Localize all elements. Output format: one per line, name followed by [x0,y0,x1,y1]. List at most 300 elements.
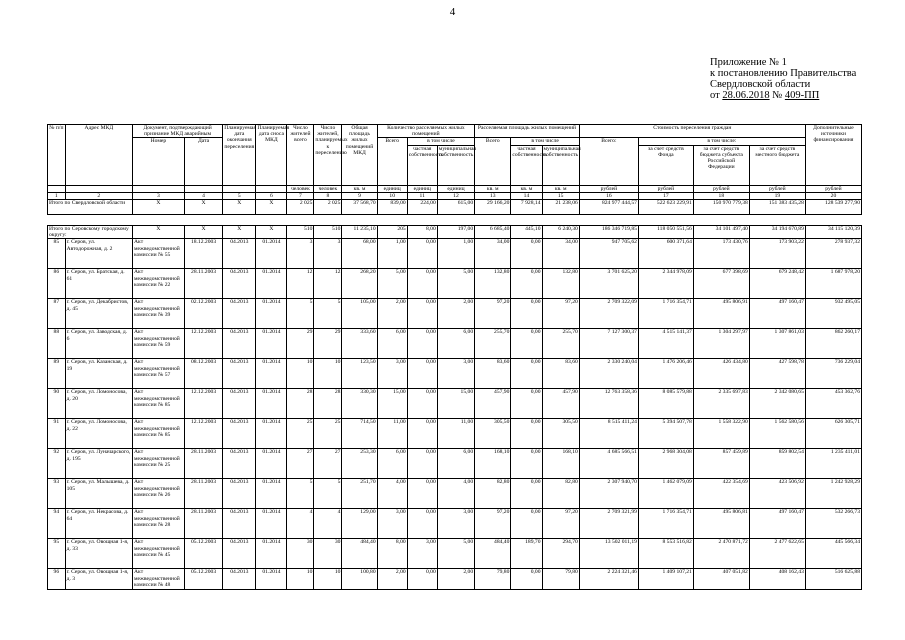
unit-cell: кв. м [342,185,377,192]
table-cell: 0,00 [511,269,542,299]
row-label: Итого по Серовскому городскому округу: [48,226,133,239]
table-cell: 423 506,92 [749,479,805,509]
table-cell: г. Серов, ул. Луначарского, д. 195 [65,449,132,479]
table-cell: г. Серов, ул. Братская, д. 61 [65,269,132,299]
col-count-all-header: Всего [377,138,407,185]
row-label: Итого по Свердловской области [48,200,133,215]
table-cell: Акт межведомственной комиссии № 26 [133,479,185,509]
table-cell: 189,70 [511,539,542,569]
table-cell: 25 [314,419,342,449]
appendix-title: Приложение № 1 [710,57,787,68]
col-residents-moved-header: Число жителей, планируемых к переселению [314,125,342,186]
column-number-cell: 6 [256,192,287,199]
table-cell: 08.12.2003 [184,359,222,389]
table-cell: 0,00 [511,239,542,269]
table-cell: 30 [314,539,342,569]
table-cell: 04.2013 [223,509,256,539]
table-cell: 27 [287,449,314,479]
table-cell: X [223,226,256,239]
table-cell: 5,00 [377,269,407,299]
table-cell: 2 709 321,99 [579,509,638,539]
table-cell: 10 [314,569,342,590]
spacer-cell [48,215,862,226]
unit-cell: кв. м [542,185,579,192]
table-cell: 97,20 [542,299,579,329]
unit-cell: кв. м [511,185,542,192]
table-cell: 445,10 [511,226,542,239]
table-cell: 105,00 [342,299,377,329]
table-cell: 445 566,34 [805,539,861,569]
appendix-date-line [710,90,856,101]
table-cell: 0,00 [511,299,542,329]
table-cell: Акт межведомственной комиссии № 28 [133,509,185,539]
table-row [48,269,862,299]
col-doc-header: Документ, подтверждающий признание МКД аварийным [133,125,223,138]
unit-cell: единиц [437,185,474,192]
col-cost-group-header: Стоимость переселения граждан [579,125,805,138]
table-cell: 88 [48,329,66,359]
table-cell: 0,00 [407,509,437,539]
table-cell: 1 235 411,01 [805,449,861,479]
unit-cell: рублей [579,185,638,192]
table-cell: 68,00 [342,239,377,269]
table-cell: 8,00 [407,226,437,239]
table-cell: 5,00 [437,539,474,569]
table-cell: 2 330 240,04 [579,359,638,389]
unit-cell [133,185,185,192]
table-row [48,419,862,449]
table-row [48,569,862,590]
unit-cell [223,185,256,192]
table-cell: 132,80 [542,269,579,299]
table-cell: 02.12.2003 [184,299,222,329]
table-cell: 0,00 [407,479,437,509]
table-row [48,509,862,539]
unit-cell [48,185,66,192]
table-cell: 1 558 322,90 [693,419,749,449]
col-cost-fund-header: за счет средств Фонда [638,145,693,185]
table-cell: 626 305,71 [805,419,861,449]
table-cell: 197,00 [437,226,474,239]
table-cell: Акт межведомственной комиссии № 85 [133,419,185,449]
table-cell: г. Серов, ул. Овощная 1-я, д. 3 [65,569,132,590]
table-cell: 516 625,88 [805,569,861,590]
col-num-header: № п/п [48,125,66,186]
table-cell: 118 050 551,56 [638,226,693,239]
table-cell: 932 495,05 [805,299,861,329]
table-cell: 01.2014 [256,359,287,389]
table-cell: 0,00 [407,329,437,359]
table-cell: Акт межведомственной комиссии № 22 [133,269,185,299]
table-cell: 01.2014 [256,269,287,299]
table-cell: 151 383 435,28 [749,200,805,215]
table-cell: 34,00 [475,239,511,269]
col-extra-header: Дополнительные источники финансирования [805,125,861,186]
total-row [48,200,862,215]
table-cell: 947 705,62 [579,239,638,269]
table-cell: 333,60 [342,329,377,359]
column-number-cell: 11 [407,192,437,199]
table-cell: 91 [48,419,66,449]
unit-cell: рублей [693,185,749,192]
table-cell: 186 346 719,85 [579,226,638,239]
table-cell: Акт межведомственной комиссии № 45 [133,539,185,569]
table-cell: 85 [48,239,66,269]
table-cell: 422 354,69 [693,479,749,509]
table-cell: 1 716 354,71 [638,299,693,329]
table-cell: 857 459,89 [693,449,749,479]
table-cell: 1,00 [377,239,407,269]
table-cell: 129,00 [342,509,377,539]
table-cell: 8 085 579,88 [638,389,693,419]
table-cell: 01.2014 [256,239,287,269]
table-cell: Акт межведомственной комиссии № 25 [133,449,185,479]
table-cell: 457,90 [475,389,511,419]
number-prefix: № [772,90,783,101]
table-cell: 29 166,20 [475,200,511,215]
table-cell: 2 224 321,46 [579,569,638,590]
table-cell: 13 502 011,19 [579,539,638,569]
table-cell: 12 [287,269,314,299]
table-cell: 97,20 [542,509,579,539]
table-cell: 532 266,73 [805,509,861,539]
table-cell: 4 [287,509,314,539]
table-cell: 27 [314,449,342,479]
table-cell: 128 539 277,90 [805,200,861,215]
table-cell: 495 806,81 [693,509,749,539]
table-cell: 1 242 928,29 [805,479,861,509]
appendix-decree: к постановлению Правительства [710,68,857,79]
table-cell: 0,00 [407,419,437,449]
column-number-cell: 18 [693,192,749,199]
table-cell: 34 101 497,40 [693,226,749,239]
col-doc-number-header: Номер [133,138,185,185]
table-cell: 1 687 978,20 [805,269,861,299]
table-cell: 2 342 080,65 [749,389,805,419]
table-cell: 6,00 [377,449,407,479]
col-count-incl-header: в том числе [407,138,474,145]
table-cell: 04.2013 [223,359,256,389]
table-cell: 28.11.2003 [184,509,222,539]
table-cell: 0,00 [407,239,437,269]
table-cell: 15,00 [377,389,407,419]
region-total-row [48,226,862,239]
table-cell: 01.2014 [256,569,287,590]
table-cell: 0,00 [511,479,542,509]
table-cell: 330,30 [342,389,377,419]
table-cell: 305,50 [475,419,511,449]
table-cell: 8,00 [377,539,407,569]
table-cell: 5 [287,479,314,509]
table-cell: 132,80 [475,269,511,299]
table-cell: 10 [287,359,314,389]
table-header [48,125,862,200]
table-cell: 12.12.2003 [184,419,222,449]
column-number-cell: 9 [342,192,377,199]
table-row [48,389,862,419]
table-cell: 37 568,70 [342,200,377,215]
table-cell: 407 051,82 [693,569,749,590]
column-number-cell: 14 [511,192,542,199]
col-area-private-header: частная собственность [511,145,542,185]
table-cell: 12.12.2003 [184,329,222,359]
table-cell: 0,00 [407,269,437,299]
table-cell: Акт межведомственной комиссии № 85 [133,389,185,419]
table-cell: 1 409 107,21 [638,569,693,590]
table-cell: 677 398,69 [693,269,749,299]
table-cell: 82,80 [542,479,579,509]
table-row [48,539,862,569]
table-cell: 04.2013 [223,569,256,590]
table-cell: 497 160,47 [749,509,805,539]
table-cell: 04.2013 [223,239,256,269]
table-cell: 3 701 625,20 [579,269,638,299]
table-cell: Акт межведомственной комиссии № 57 [133,359,185,389]
date-prefix: от [710,90,720,101]
column-number-cell: 13 [475,192,511,199]
table-row [48,359,862,389]
table-cell: 3,00 [377,509,407,539]
table-cell: X [223,200,256,215]
table-cell: 5 [314,479,342,509]
unit-cell: рублей [805,185,861,192]
table-row [48,329,862,359]
table-cell: 2 968 304,08 [638,449,693,479]
table-cell: 83,60 [475,359,511,389]
table-cell: 6,00 [437,329,474,359]
page-number: 4 [449,6,456,18]
table-cell: 305,50 [542,419,579,449]
table-cell: 96 [48,569,66,590]
unit-cell: единиц [407,185,437,192]
table-cell: 600 371,64 [638,239,693,269]
table-cell: 0,00 [407,299,437,329]
table-cell: 5,00 [437,269,474,299]
table-cell: 87 [48,299,66,329]
table-cell: 2 344 978,09 [638,269,693,299]
table-cell: 25 [287,419,314,449]
table-cell: X [256,226,287,239]
table-cell: 11 235,10 [342,226,377,239]
table-cell: 0,00 [511,329,542,359]
table-cell: 2 709 322,09 [579,299,638,329]
table-cell: 2 025 [314,200,342,215]
col-cost-incl-header: в том числе: [638,138,805,145]
table-cell: 04.2013 [223,419,256,449]
table-cell: 29 [314,329,342,359]
table-cell: 7 127 300,37 [579,329,638,359]
table-cell: 408 162,43 [749,569,805,590]
table-cell: 83,60 [542,359,579,389]
table-cell: 0,00 [511,569,542,590]
unit-cell: рублей [638,185,693,192]
table-cell: г. Серов, ул. Ломоносова, д. 22 [65,419,132,449]
table-cell: 01.2014 [256,329,287,359]
table-cell: 0,00 [511,449,542,479]
table-cell: 0,00 [407,449,437,479]
table-cell: 3 [314,239,342,269]
table-cell: 510 [314,226,342,239]
table-cell: 859 802,54 [749,449,805,479]
table-cell: 3,00 [407,539,437,569]
table-cell: 2 025 [287,200,314,215]
table-cell: 97,20 [475,509,511,539]
table-cell: 4 685 566,51 [579,449,638,479]
table-cell: 278 937,32 [805,239,861,269]
table-cell: 1,00 [437,239,474,269]
resettlement-table [47,124,862,590]
table-cell: 255,70 [542,329,579,359]
column-number-cell: 15 [542,192,579,199]
table-cell: 4 [314,509,342,539]
table-cell: 100,80 [342,569,377,590]
table-cell: 18.12.2003 [184,239,222,269]
table-cell: 6,00 [437,449,474,479]
table-cell: 6,00 [377,329,407,359]
table-cell: 3,00 [437,509,474,539]
table-cell: 82,80 [475,479,511,509]
table-cell: 426 434,80 [693,359,749,389]
col-address-header: Адрес МКД [65,125,132,186]
table-cell: 123,50 [342,359,377,389]
table-cell: 30 [287,539,314,569]
table-cell: 2,00 [377,299,407,329]
table-cell: 92 [48,449,66,479]
table-cell: 11,00 [377,419,407,449]
table-cell: Акт межведомственной комиссии № 48 [133,569,185,590]
table-cell: 1 304 297,97 [693,329,749,359]
unit-cell: человек [314,185,342,192]
table-cell: 89 [48,359,66,389]
table-cell: 168,10 [542,449,579,479]
table-cell: 457,90 [542,389,579,419]
column-number-cell: 3 [133,192,185,199]
table-cell: 510 [287,226,314,239]
table-cell: 714,50 [342,419,377,449]
table-cell: 839,00 [377,200,407,215]
table-cell: 86 [48,269,66,299]
table-cell: 6 685,40 [475,226,511,239]
column-number-cell: 12 [437,192,474,199]
table-cell: 04.2013 [223,389,256,419]
table-cell: 255,70 [475,329,511,359]
unit-cell [65,185,132,192]
table-cell: г. Серов, ул. Автодорожная, д. 2 [65,239,132,269]
column-number-cell: 10 [377,192,407,199]
table-cell: 95 [48,539,66,569]
unit-cell: кв. м [475,185,511,192]
table-cell: 736 229,04 [805,359,861,389]
table-cell: 294,70 [542,539,579,569]
table-cell: г. Серов, ул. Малышева, д. 105 [65,479,132,509]
table-cell: 5 [314,299,342,329]
table-cell: 0,00 [511,359,542,389]
table-cell: 150 970 779,38 [693,200,749,215]
unit-cell: единиц [377,185,407,192]
table-cell: 79,80 [475,569,511,590]
table-cell: 90 [48,389,66,419]
table-cell: 79,80 [542,569,579,590]
table-cell: 862 260,17 [805,329,861,359]
table-cell: 615,00 [437,200,474,215]
table-cell: 1 716 354,71 [638,509,693,539]
col-doc-date-header: Дата [184,138,222,185]
table-cell: 1 462 079,09 [638,479,693,509]
table-cell: 0,00 [511,509,542,539]
table-cell: 2,00 [377,569,407,590]
table-cell: 2 307 940,70 [579,479,638,509]
table-cell: 28.11.2003 [184,269,222,299]
table-cell: 01.2014 [256,299,287,329]
table-cell: 1 562 580,56 [749,419,805,449]
table-cell: 0,00 [407,359,437,389]
table-cell: 05.12.2003 [184,569,222,590]
table-cell: X [256,200,287,215]
table-row [48,239,862,269]
table-cell: 04.2013 [223,449,256,479]
appendix-region: Свердловской области [710,79,811,90]
table-cell: 34,00 [542,239,579,269]
col-cost-all-header: Всего: [579,138,638,185]
decree-number: 409-ПП [784,90,820,101]
unit-cell [256,185,287,192]
table-cell: 4,00 [437,479,474,509]
table-cell: 168,10 [475,449,511,479]
table-cell: 497 160,47 [749,299,805,329]
table-cell: 01.2014 [256,539,287,569]
table-cell: 12.12.2003 [184,389,222,419]
table-row [48,299,862,329]
column-number-cell: 4 [184,192,222,199]
column-numbers-row [48,192,862,199]
table-cell: 4,00 [377,479,407,509]
table-cell: 0,00 [511,389,542,419]
table-cell: 21 238,06 [542,200,579,215]
table-cell: 05.12.2003 [184,539,222,569]
table-cell: г. Серов, ул. Казанская, д. 19 [65,359,132,389]
table-cell: 522 623 229,91 [638,200,693,215]
column-number-cell: 20 [805,192,861,199]
table-cell: г. Серов, ул. Декабристов, д. 45 [65,299,132,329]
table-cell: 2,00 [437,299,474,329]
column-number-cell: 8 [314,192,342,199]
table-cell: 29 [287,329,314,359]
col-area-total-header: Общая площадь жилых помещений МКД [342,125,377,186]
table-cell: 824 977 444,57 [579,200,638,215]
table-cell: 01.2014 [256,449,287,479]
column-number-cell: 17 [638,192,693,199]
column-number-cell: 7 [287,192,314,199]
table-cell: 173 430,76 [693,239,749,269]
column-number-cell: 16 [579,192,638,199]
table-cell: 0,00 [407,569,437,590]
table-cell: 04.2013 [223,329,256,359]
table-cell: г. Серов, ул. Овощная 1-я, д. 33 [65,539,132,569]
unit-cell: рублей [749,185,805,192]
table-cell: 4 515 141,37 [638,329,693,359]
table-row [48,449,862,479]
table-cell: 12 763 358,36 [579,389,638,419]
col-area-all-header: Всего [475,138,511,185]
table-cell: 5 [287,299,314,329]
table-cell: 7 928,14 [511,200,542,215]
col-area-group-header: Расселяемая площадь жилых помещений [475,125,580,138]
unit-cell: человек [287,185,314,192]
table-cell: 01.2014 [256,419,287,449]
decree-date: 28.06.2018 [722,90,770,101]
table-cell: 01.2014 [256,509,287,539]
table-cell: 1 307 861,03 [749,329,805,359]
